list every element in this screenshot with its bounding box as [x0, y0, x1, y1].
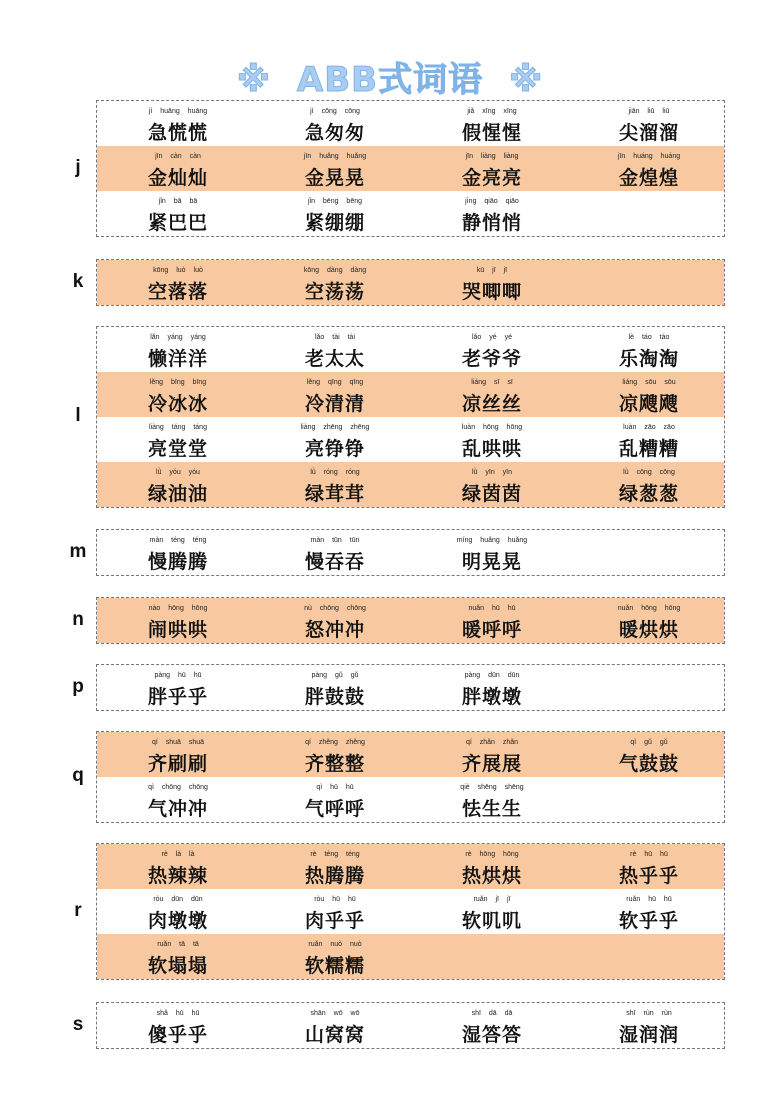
- word-entry: [133, 844, 223, 889]
- word-entry: [290, 327, 380, 372]
- word-entry: [133, 530, 223, 575]
- word-entry: [290, 934, 380, 979]
- group-letter: q: [72, 765, 84, 786]
- group-letter: m: [69, 540, 87, 562]
- pinyin: jí huāng huāng: [148, 108, 208, 115]
- pinyin: liáng sōu sōu: [622, 379, 676, 386]
- word-entry: [290, 530, 380, 575]
- group-letter: j: [75, 156, 81, 178]
- hanzi-word: 湿答答: [461, 1024, 522, 1046]
- word-entry: [447, 889, 537, 934]
- hanzi-word: 冷清清: [304, 393, 365, 415]
- hanzi-word: 金晃晃: [304, 167, 365, 189]
- pinyin: qì chōng chōng: [148, 784, 208, 791]
- group-letter: p: [72, 675, 84, 697]
- hanzi-word: 哭唧唧: [461, 281, 522, 303]
- hanzi-word: 暖烘烘: [618, 619, 679, 641]
- word-entry: [447, 417, 537, 462]
- hanzi-word: 明晃晃: [461, 551, 522, 573]
- pinyin: lǜ róng róng: [310, 469, 360, 476]
- pinyin: pàng gǔ gǔ: [311, 672, 359, 679]
- word-row: [97, 191, 724, 236]
- pinyin: lǜ yīn yīn: [471, 469, 512, 476]
- pinyin: jìng qiāo qiāo: [465, 198, 519, 205]
- pinyin: jiān liū liū: [628, 108, 670, 115]
- word-entry: [133, 191, 223, 236]
- pinyin: lǎo tài tài: [314, 334, 356, 341]
- word-entry: [447, 146, 537, 191]
- hanzi-word: 气鼓鼓: [618, 753, 679, 775]
- pinyin: ruǎn tā tā: [157, 941, 199, 948]
- word-entry: [133, 260, 223, 305]
- word-group-r: [96, 843, 725, 980]
- word-group-p: [96, 664, 725, 711]
- pinyin: lǎn yáng yáng: [150, 334, 206, 341]
- word-entry: [447, 327, 537, 372]
- word-entry: [290, 260, 380, 305]
- word-group-n: [96, 597, 725, 644]
- hanzi-word: 软叽叽: [461, 910, 522, 932]
- hanzi-word: 凉丝丝: [461, 393, 522, 415]
- word-entry: [604, 732, 694, 777]
- word-row: [97, 665, 724, 710]
- pinyin: lǜ yóu yóu: [156, 469, 200, 476]
- word-entry: [604, 327, 694, 372]
- hanzi-word: 绿葱葱: [618, 483, 679, 505]
- pinyin: luàn hōng hōng: [461, 424, 523, 431]
- word-row: [97, 598, 724, 643]
- word-entry: [133, 417, 223, 462]
- word-entry: [447, 530, 537, 575]
- hanzi-word: 绿茸茸: [304, 483, 365, 505]
- word-entry: [447, 260, 537, 305]
- hanzi-word: 慢腾腾: [147, 551, 208, 573]
- page-title: [0, 58, 780, 102]
- pinyin: míng huǎng huǎng: [456, 537, 528, 544]
- word-row: [97, 462, 724, 507]
- pinyin: liàng táng táng: [149, 424, 207, 431]
- pinyin: ruǎn hū hū: [626, 896, 672, 903]
- hanzi-word: 软糯糯: [304, 955, 365, 977]
- pinyin: kōng luò luò: [153, 267, 203, 274]
- hanzi-word: 齐整整: [304, 753, 365, 775]
- word-entry: [447, 665, 537, 710]
- hanzi-word: 紧巴巴: [147, 212, 208, 234]
- word-entry: [133, 889, 223, 934]
- hanzi-word: 乱哄哄: [461, 438, 522, 460]
- word-entry: [290, 598, 380, 643]
- pinyin: rè là là: [161, 851, 195, 858]
- group-letter: k: [72, 270, 84, 292]
- word-entry: [290, 462, 380, 507]
- word-entry: [133, 146, 223, 191]
- word-row: [97, 732, 724, 777]
- pinyin: liáng sī sī: [471, 379, 513, 386]
- pinyin: pàng dūn dūn: [464, 672, 520, 679]
- pinyin: lè táo táo: [628, 334, 670, 341]
- pinyin: rè hōng hōng: [465, 851, 519, 858]
- word-entry: [447, 777, 537, 822]
- hanzi-word: 胖鼓鼓: [304, 686, 365, 708]
- pinyin: jīn huǎng huǎng: [303, 153, 367, 160]
- word-entry: [133, 101, 223, 146]
- hanzi-word: 空荡荡: [304, 281, 365, 303]
- hanzi-word: 金灿灿: [147, 167, 208, 189]
- hanzi-word: 急匆匆: [304, 122, 365, 144]
- word-entry: [604, 889, 694, 934]
- pinyin: liàng zhēng zhēng: [300, 424, 370, 431]
- word-entry: [447, 191, 537, 236]
- word-entry: [290, 372, 380, 417]
- pinyin: nào hōng hōng: [148, 605, 208, 612]
- word-row: [97, 530, 724, 575]
- word-entry: [290, 191, 380, 236]
- word-group-q: [96, 731, 725, 823]
- word-entry: [133, 732, 223, 777]
- pinyin: pàng hū hū: [154, 672, 202, 679]
- pinyin: nù chōng chōng: [304, 605, 366, 612]
- word-group-j: [96, 100, 725, 237]
- pinyin: qí shuā shuā: [151, 739, 205, 746]
- word-entry: [133, 934, 223, 979]
- word-row: [97, 146, 724, 191]
- star-mark-left-icon: ※: [236, 60, 271, 100]
- word-row: [97, 844, 724, 889]
- pinyin: jiǎ xīng xīng: [467, 108, 517, 115]
- word-entry: [290, 101, 380, 146]
- word-group-s: [96, 1002, 725, 1049]
- hanzi-word: 乐淘淘: [618, 348, 679, 370]
- word-entry: [290, 844, 380, 889]
- hanzi-word: 齐刷刷: [147, 753, 208, 775]
- pinyin: jí cōng cōng: [310, 108, 360, 115]
- pinyin: qì hū hū: [316, 784, 354, 791]
- word-entry: [133, 372, 223, 417]
- pinyin: qí zhěng zhěng: [305, 739, 365, 746]
- word-entry: [604, 1003, 694, 1048]
- pinyin: qí zhǎn zhǎn: [465, 739, 519, 746]
- word-row: [97, 327, 724, 372]
- hanzi-word: 急慌慌: [147, 122, 208, 144]
- hanzi-word: 亮堂堂: [147, 438, 208, 460]
- hanzi-word: 气呼呼: [304, 798, 365, 820]
- word-entry: [604, 462, 694, 507]
- hanzi-word: 空落落: [147, 281, 208, 303]
- pinyin: ròu dūn dūn: [153, 896, 203, 903]
- pinyin: lěng bīng bīng: [149, 379, 207, 386]
- word-entry: [604, 844, 694, 889]
- word-entry: [290, 665, 380, 710]
- hanzi-word: 热烘烘: [461, 865, 522, 887]
- hanzi-word: 湿润润: [618, 1024, 679, 1046]
- pinyin: kōng dàng dàng: [303, 267, 367, 274]
- hanzi-word: 软塌塌: [147, 955, 208, 977]
- hanzi-word: 齐展展: [461, 753, 522, 775]
- word-row: [97, 1003, 724, 1048]
- word-row: [97, 260, 724, 305]
- hanzi-word: 暖呼呼: [461, 619, 522, 641]
- pinyin: shī rùn rùn: [626, 1010, 672, 1017]
- word-row: [97, 372, 724, 417]
- word-entry: [290, 417, 380, 462]
- hanzi-word: 热乎乎: [618, 865, 679, 887]
- hanzi-word: 慢吞吞: [304, 551, 365, 573]
- pinyin: shǎ hū hū: [156, 1010, 200, 1017]
- hanzi-word: 胖乎乎: [147, 686, 208, 708]
- word-entry: [447, 101, 537, 146]
- star-mark-right-icon: ※: [509, 60, 544, 100]
- word-group-k: [96, 259, 725, 306]
- hanzi-word: 怯生生: [461, 798, 522, 820]
- word-entry: [290, 777, 380, 822]
- pinyin: qì gǔ gǔ: [630, 739, 668, 746]
- word-entry: [290, 1003, 380, 1048]
- word-entry: [447, 844, 537, 889]
- word-entry: [447, 732, 537, 777]
- pinyin: nuǎn hū hū: [468, 605, 516, 612]
- word-entry: [133, 462, 223, 507]
- hanzi-word: 凉飕飕: [618, 393, 679, 415]
- hanzi-word: 怒冲冲: [304, 619, 365, 641]
- word-row: [97, 889, 724, 934]
- pinyin: qiè shēng shēng: [460, 784, 524, 791]
- word-entry: [133, 777, 223, 822]
- hanzi-word: 热腾腾: [304, 865, 365, 887]
- pinyin: rè hū hū: [630, 851, 668, 858]
- hanzi-word: 傻乎乎: [147, 1024, 208, 1046]
- word-entry: [447, 598, 537, 643]
- hanzi-word: 绿茵茵: [461, 483, 522, 505]
- word-entry: [133, 665, 223, 710]
- word-row: [97, 101, 724, 146]
- hanzi-word: 金煌煌: [618, 167, 679, 189]
- hanzi-word: 软乎乎: [618, 910, 679, 932]
- word-entry: [133, 598, 223, 643]
- hanzi-word: 闹哄哄: [147, 619, 208, 641]
- word-group-l: [96, 326, 725, 508]
- hanzi-word: 山窝窝: [304, 1024, 365, 1046]
- pinyin: nuǎn hōng hōng: [617, 605, 681, 612]
- pinyin: ruǎn nuò nuò: [308, 941, 362, 948]
- hanzi-word: 肉墩墩: [147, 910, 208, 932]
- word-row: [97, 934, 724, 979]
- hanzi-word: 老爷爷: [461, 348, 522, 370]
- word-entry: [290, 889, 380, 934]
- word-entry: [604, 417, 694, 462]
- pinyin: jǐn bēng bēng: [307, 198, 363, 205]
- hanzi-word: 老太太: [304, 348, 365, 370]
- pinyin: lěng qīng qīng: [306, 379, 364, 386]
- word-entry: [604, 598, 694, 643]
- hanzi-word: 热辣辣: [147, 865, 208, 887]
- hanzi-word: 冷冰冰: [147, 393, 208, 415]
- word-group-m: [96, 529, 725, 576]
- word-row: [97, 777, 724, 822]
- pinyin: shān wō wō: [310, 1010, 360, 1017]
- group-letter: s: [72, 1013, 84, 1035]
- pinyin: ròu hū hū: [314, 896, 356, 903]
- word-entry: [604, 372, 694, 417]
- group-letter: r: [74, 899, 82, 921]
- hanzi-word: 绿油油: [147, 483, 208, 505]
- hanzi-word: 胖墩墩: [461, 686, 522, 708]
- word-entry: [604, 146, 694, 191]
- hanzi-word: 亮铮铮: [304, 438, 365, 460]
- pinyin: jīn huáng huáng: [617, 153, 681, 160]
- word-entry: [133, 1003, 223, 1048]
- word-entry: [133, 327, 223, 372]
- group-letter: l: [75, 405, 81, 426]
- pinyin: màn tūn tūn: [310, 537, 360, 544]
- hanzi-word: 假惺惺: [461, 122, 522, 144]
- hanzi-word: 静悄悄: [461, 212, 522, 234]
- pinyin: shī dā dā: [471, 1010, 513, 1017]
- pinyin: jǐn bā bā: [158, 198, 198, 205]
- pinyin: ruǎn jī jī: [473, 896, 511, 903]
- pinyin: màn téng téng: [149, 537, 207, 544]
- group-letter: n: [72, 608, 84, 630]
- hanzi-word: 肉乎乎: [304, 910, 365, 932]
- hanzi-word: 紧绷绷: [304, 212, 365, 234]
- word-entry: [447, 372, 537, 417]
- hanzi-word: 气冲冲: [147, 798, 208, 820]
- pinyin: jīn càn càn: [155, 153, 201, 160]
- word-entry: [604, 101, 694, 146]
- hanzi-word: 懒洋洋: [147, 348, 208, 370]
- word-entry: [290, 732, 380, 777]
- pinyin: jīn liàng liàng: [465, 153, 519, 160]
- word-entry: [447, 462, 537, 507]
- hanzi-word: 金亮亮: [461, 167, 522, 189]
- hanzi-word: 乱糟糟: [618, 438, 679, 460]
- pinyin: luàn zāo zāo: [623, 424, 675, 431]
- word-entry: [290, 146, 380, 191]
- pinyin: lǜ cōng cōng: [623, 469, 675, 476]
- word-entry: [447, 1003, 537, 1048]
- pinyin: kū jī jī: [476, 267, 508, 274]
- pinyin: lǎo yé yé: [471, 334, 513, 341]
- title-text: ABB式词语: [296, 60, 484, 100]
- pinyin: rè téng téng: [310, 851, 360, 858]
- word-row: [97, 417, 724, 462]
- hanzi-word: 尖溜溜: [618, 122, 679, 144]
